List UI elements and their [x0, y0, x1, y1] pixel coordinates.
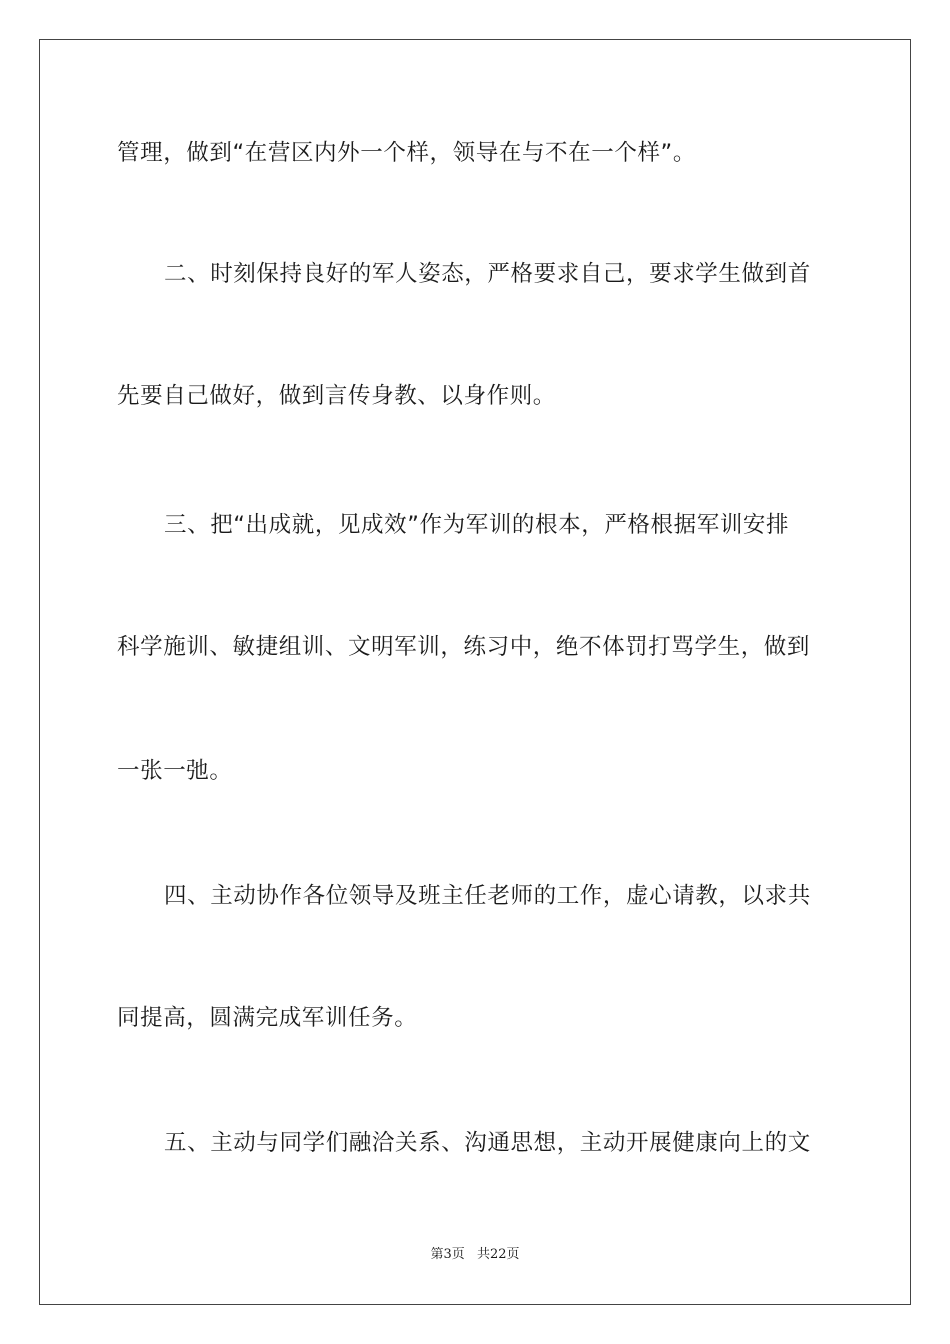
text-line-3: 先要自己做好，做到言传身教、以身作则。 — [117, 383, 556, 409]
text-line-5: 科学施训、敏捷组训、文明军训，练习中，绝不体罚打骂学生，做到 — [117, 634, 811, 660]
text-line-4: 三、把“出成就，见成效”作为军训的根本，严格根据军训安排 — [164, 512, 790, 538]
text-line-6: 一张一弛。 — [117, 758, 233, 784]
page-number: 第3页 — [430, 1247, 465, 1262]
page-footer — [0, 1246, 950, 1264]
text-line-9: 五、主动与同学们融洽关系、沟通思想，主动开展健康向上的文 — [164, 1130, 811, 1156]
text-line-1: 管理，做到“在营区内外一个样，领导在与不在一个样”。 — [117, 140, 696, 166]
page-border — [39, 39, 911, 1305]
text-line-7: 四、主动协作各位领导及班主任老师的工作，虚心请教，以求共 — [164, 883, 811, 909]
text-line-8: 同提高，圆满完成军训任务。 — [117, 1005, 418, 1031]
page-total: 共22页 — [476, 1247, 520, 1262]
text-line-2: 二、时刻保持良好的军人姿态，严格要求自己，要求学生做到首 — [164, 261, 811, 287]
